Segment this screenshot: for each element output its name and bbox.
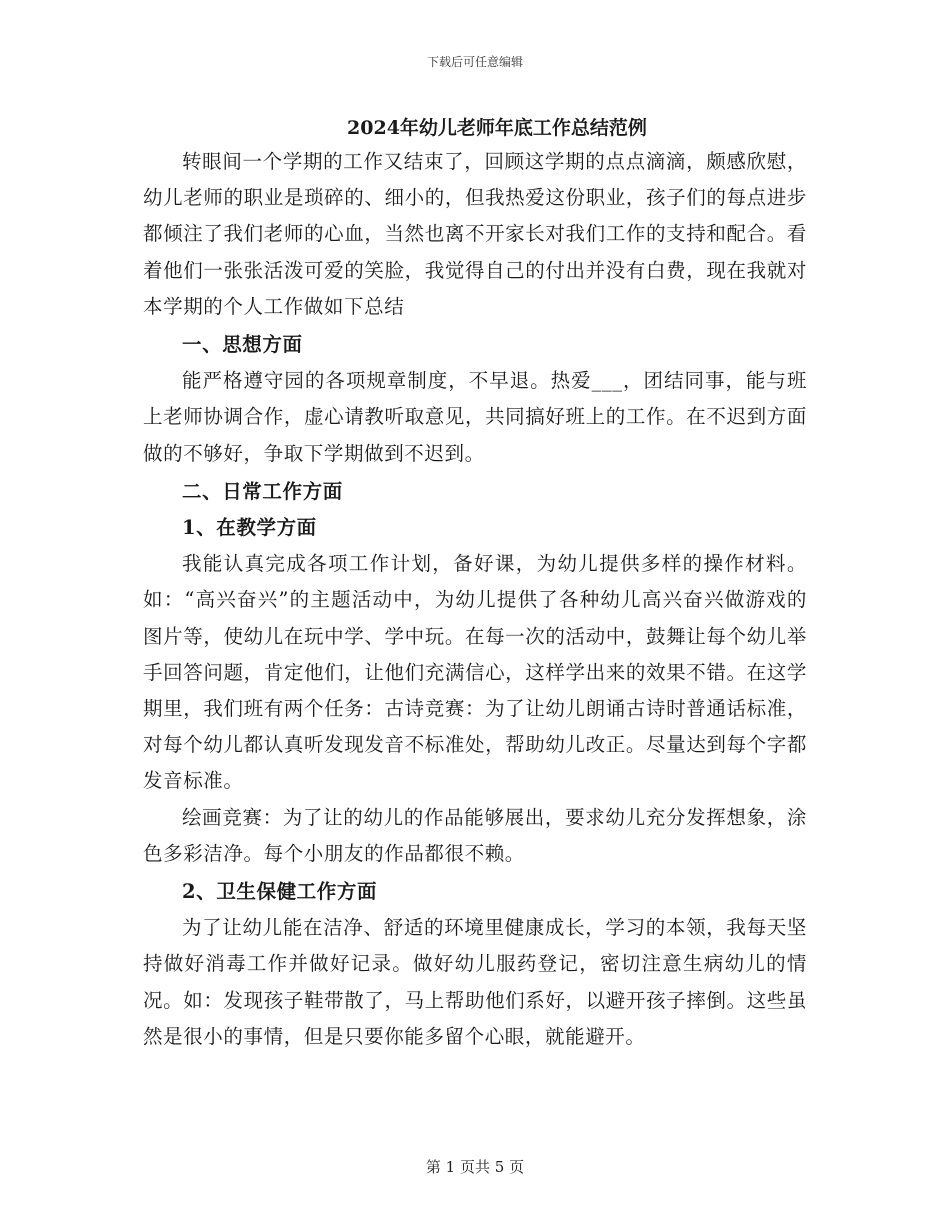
document-body — [143, 112, 807, 1055]
section-heading-thought: 一、思想方面 — [182, 333, 303, 357]
subsection-body-hygiene: 为了让幼儿能在洁净、舒适的环境里健康成长，学习的本领，我每天坚持做好消毒工作并做好记录。做好幼儿服药登记，密切注意生病幼儿的情况。如：发现孩子鞋带散了，马上帮助他们系好，以避开孩子摔倒。这些虽然是很小的事情，但是只要你能多留个心眼，就能避开。 — [143, 916, 807, 1048]
section-body-thought: 能严格遵守园的各项规章制度，不早退。热爱___，团结同事，能与班上老师协调合作，虚心请教听取意见，共同搞好班上的工作。在不迟到方面做的不够好，争取下学期做到不迟到。 — [143, 369, 807, 465]
subsection-heading-teaching: 1、在教学方面 — [182, 516, 317, 540]
document-title: 2024年幼儿老师年底工作总结范例 — [347, 117, 647, 139]
section-heading-daily-work: 二、日常工作方面 — [182, 479, 343, 503]
intro-paragraph: 转眼间一个学期的工作又结束了，回顾这学期的点点滴滴，颇感欣慰，幼儿老师的职业是琐碎的、细小的，但我热爱这份职业，孩子们的每点进步都倾注了我们老师的心血，当然也离不开家长对我们工作的支持和配合。看着他们一张张活泼可爱的笑脸，我觉得自己的付出并没有白费，现在我就对本学期的个人工作做如下总结 — [143, 150, 807, 318]
subsection-body-teaching: 我能认真完成各项工作计划，备好课，为幼儿提供多样的操作材料。如：“高兴奋兴”的主题活动中，为幼儿提供了各种幼儿高兴奋兴做游戏的图片等，使幼儿在玩中学、学中玩。在每一次的活动中，鼓舞让每个幼儿举手回答问题，肯定他们，让他们充满信心，这样学出来的效果不错。在这学期里，我们班有两个任务：古诗竞赛：为了让幼儿朗诵古诗时普通话标准，对每个幼儿都认真听发现发音不标准处，帮助幼儿改正。尽量达到每个字都发音标准。 — [143, 552, 807, 793]
page-footer: 第 1 页共 5 页 — [425, 1158, 525, 1176]
subsection-body-drawing: 绘画竞赛：为了让的幼儿的作品能够展出，要求幼儿充分发挥想象，涂色多彩洁净。每个小朋友的作品都很不赖。 — [143, 805, 807, 865]
page-header: 下载后可任意编辑 — [426, 55, 523, 69]
subsection-heading-hygiene: 2、卫生保健工作方面 — [182, 880, 378, 904]
